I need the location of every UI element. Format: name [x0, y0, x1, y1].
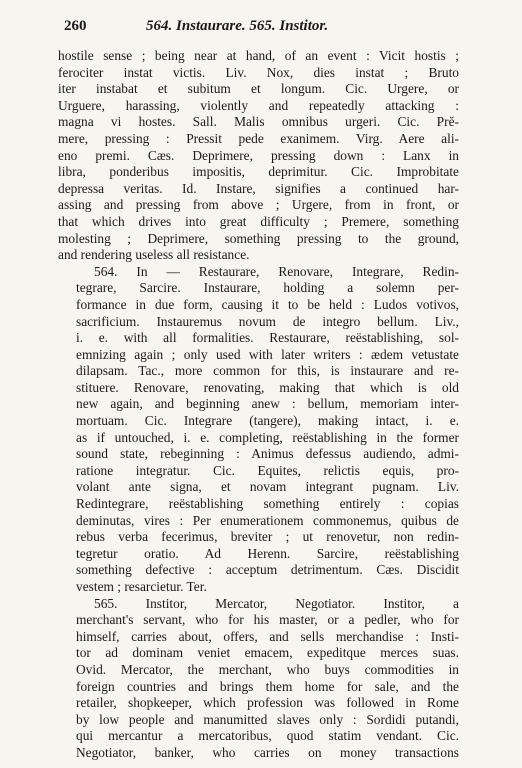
text-line: stituere. Renovare, renovating, making that which is old	[76, 379, 459, 395]
text-line: Redintegrare, reëstablishing something entirely : copias	[76, 496, 459, 512]
page-number: 260	[64, 18, 87, 34]
text-line: retailer, shopkeeper, which profession was followed in Rome	[76, 695, 459, 711]
text-line: 564. In — Restaurare, Renovare, Integrare, Redin-	[94, 263, 459, 279]
text-line: i. e. with all formalities. Restaurare, reëstablishing, sol-	[76, 330, 459, 346]
text-line: Negotiator, banker, who carries on money transactions	[76, 744, 459, 760]
text-line: something defective : acceptum detrimentum. Cæs. Discidit	[76, 562, 459, 578]
text-line: merchant's servant, who for his master, or a pedler, who for	[76, 612, 459, 628]
text-line: emnizing again ; only used with later writers : ædem vetustate	[76, 346, 459, 362]
text-line: iter instabat et subitum et longum. Cic. Urgere, or	[58, 81, 459, 97]
text-line: hostile sense ; being near at hand, of an event : Vicit hostis ;	[58, 48, 459, 63]
text-line: qui mercantur a mercatoribus, quod statim vendant. Cic.	[76, 728, 459, 744]
text-line: mere, pressing : Pressit pede exanimem. Virg. Aere ali-	[58, 130, 459, 146]
text-line: by low people and manumitted slaves only : Sordidi putandi,	[76, 711, 459, 727]
paragraph-565	[58, 596, 459, 762]
text-line: Urguere, harassing, violently and repeatedly attacking :	[58, 97, 459, 113]
text-line: tegrare, Sarcire. Instaurare, holding a solemn per-	[76, 280, 459, 296]
text-line: molesting ; Deprimere, something pressing to the ground,	[58, 230, 459, 246]
paragraph-564	[58, 264, 459, 596]
text-line: formance in due form, causing it to be held : Ludos votivos,	[76, 296, 459, 312]
text-line: eno premi. Cæs. Deprimere, pressing down : Lanx in	[58, 147, 459, 163]
text-line: vestem ; resarcietur. Ter.	[76, 579, 207, 594]
text-body	[58, 48, 459, 762]
text-line: new again, and beginning anew : bellum, memoriam inter-	[76, 396, 459, 412]
text-line: 565. Institor, Mercator, Negotiator. Institor, a	[94, 595, 459, 611]
text-line: sound state, rebeginning : Animus defessus audiendo, admi-	[76, 446, 459, 462]
running-title: 564. Instaurare. 565. Institor.	[146, 18, 329, 34]
text-line: deminutas, vires : Per enumerationem commonemus, quibus de	[76, 512, 459, 528]
text-line: depressa veritas. Id. Instare, signifies a continued har-	[58, 180, 459, 196]
text-line: foreign countries and brings them home for sale, and the	[76, 678, 459, 694]
text-line: ratione integratur. Cic. Equites, relictis equis, pro-	[76, 462, 459, 478]
text-line: magna vi hostes. Sall. Malis omnibus urgeri. Cic. Prĕ-	[58, 114, 459, 130]
text-line: sacrificium. Instauremus novum de integro bellum. Liv.,	[76, 313, 459, 329]
text-line: that which drives into great difficulty ; Premere, something	[58, 213, 459, 229]
text-line: libra, ponderibus impositis, deprimitur. Cic. Improbitate	[58, 164, 459, 180]
running-header	[64, 18, 464, 40]
text-line: as if untouched, i. e. completing, reëstablishing in the former	[76, 429, 459, 445]
text-line: tegretur oratio. Ad Herenn. Sarcire, reëstablishing	[76, 545, 459, 561]
paragraph-instare-continued	[58, 48, 459, 264]
text-line: ferociter instat victis. Liv. Nox, dies instat ; Bruto	[58, 64, 459, 80]
text-line: mortuam. Cic. Integrare (tangere), making intact, i. e.	[76, 413, 459, 429]
text-line: dilapsam. Tac., more common for this, is instaurare and re-	[76, 363, 459, 379]
text-line: tor ad dominam veniet emacem, expeditque merces suas.	[76, 645, 459, 661]
text-line: himself, carries about, offers, and sells merchandise : Insti-	[76, 628, 459, 644]
text-line: assing and pressing from above ; Urgere, from in front, or	[58, 197, 459, 213]
text-line: Ovid. Mercator, the merchant, who buys commodities in	[76, 661, 459, 677]
text-line: volant ante signa, et novam integrant pugnam. Liv.	[76, 479, 459, 495]
text-line: and rendering useless all resistance.	[58, 247, 250, 263]
text-line: rebus verba fecerimus, breviter ; ut renovetur, non redin-	[76, 529, 459, 545]
